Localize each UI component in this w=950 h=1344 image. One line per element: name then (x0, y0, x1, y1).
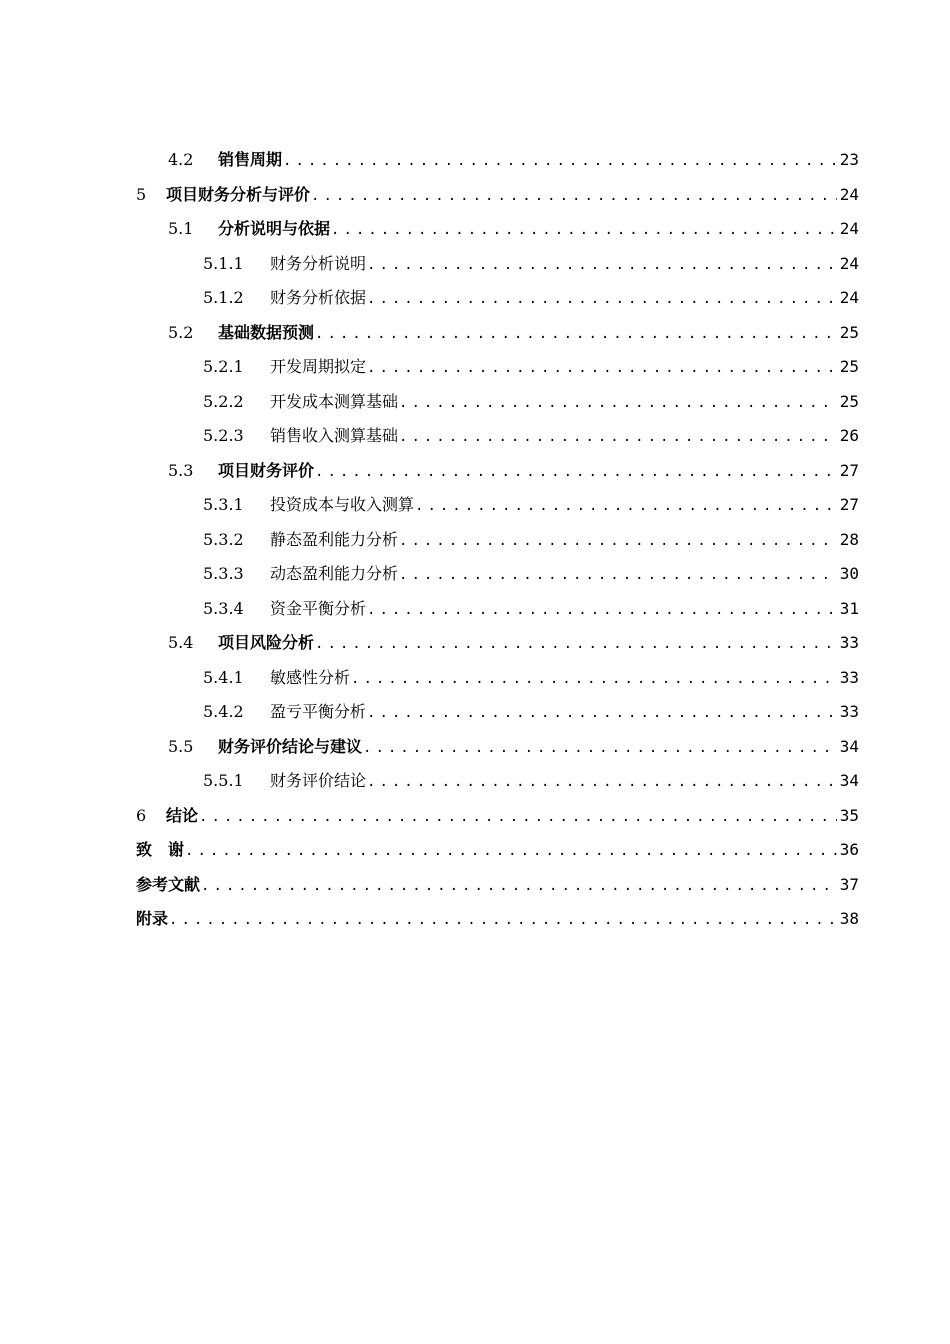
toc-entry-5-1-1[interactable] (0, 247, 950, 282)
toc-entry-page: 30 (839, 564, 859, 584)
toc-entry-title: 附录 (136, 909, 169, 929)
toc-dot-leader (363, 738, 837, 758)
toc-entry-title: 盈亏平衡分析 (270, 702, 367, 722)
toc-entry-title: 项目财务评价 (218, 460, 315, 480)
toc-entry-title: 动态盈利能力分析 (270, 564, 399, 584)
toc-entry-title: 开发周期拟定 (270, 357, 367, 377)
toc-entry-number: 5.1.2 (203, 288, 244, 308)
toc-dot-leader (199, 807, 837, 827)
toc-dot-leader (315, 324, 837, 344)
toc-entry-number: 5.1.1 (203, 253, 244, 273)
toc-entry-number: 5.4 (168, 633, 194, 653)
toc-entry-number: 5.5 (168, 736, 194, 756)
toc-entry-title: 投资成本与收入测算 (270, 495, 415, 515)
toc-entry-5-2-1[interactable] (0, 350, 950, 385)
toc-dot-leader (283, 151, 837, 171)
toc-dot-leader (367, 289, 837, 309)
toc-entry-title: 静态盈利能力分析 (270, 529, 399, 549)
toc-entry-number: 5.2 (168, 322, 194, 342)
toc-entry-page: 24 (839, 184, 859, 204)
toc-entry-page: 38 (839, 909, 859, 929)
toc-entry-title: 财务分析说明 (270, 253, 367, 273)
toc-entry-title: 项目风险分析 (218, 633, 315, 653)
toc-entry-page: 24 (839, 253, 859, 273)
toc-entry-title: 财务评价结论 (270, 771, 367, 791)
toc-entry-page: 26 (839, 426, 859, 446)
toc-entry-5-5[interactable] (0, 730, 950, 765)
toc-entry-title: 致 谢 (136, 840, 185, 860)
toc-entry-5[interactable] (0, 178, 950, 213)
toc-entry-page: 23 (839, 150, 859, 170)
toc-entry-5-2-2[interactable] (0, 385, 950, 420)
toc-entry-title: 参考文献 (136, 874, 201, 894)
toc-entry-number: 5.3.4 (203, 598, 244, 618)
toc-dot-leader (201, 876, 837, 896)
toc-dot-leader (311, 186, 837, 206)
toc-entry-number: 5.3.1 (203, 495, 244, 515)
toc-entry-page: 24 (839, 288, 859, 308)
toc-entry-number: 5.3.3 (203, 564, 244, 584)
toc-entry-5-3-2[interactable] (0, 523, 950, 558)
toc-entry-5-3-4[interactable] (0, 592, 950, 627)
toc-entry-title: 财务分析依据 (270, 288, 367, 308)
toc-entry-number: 4.2 (168, 150, 194, 170)
toc-entry-page: 27 (839, 460, 859, 480)
toc-entry-page: 35 (839, 805, 859, 825)
toc-dot-leader (315, 462, 837, 482)
toc-entry-5-3[interactable] (0, 454, 950, 489)
toc-entry-title: 开发成本测算基础 (270, 391, 399, 411)
toc-entry-number: 5.5.1 (203, 771, 244, 791)
toc-entry-number: 5.4.1 (203, 667, 244, 687)
toc-dot-leader (415, 496, 837, 516)
toc-entry-title: 分析说明与依据 (218, 219, 331, 239)
toc-dot-leader (399, 565, 837, 585)
toc-entry-number: 5.4.2 (203, 702, 244, 722)
toc-entry-title: 项目财务分析与评价 (166, 184, 311, 204)
toc-entry-page: 36 (839, 840, 859, 860)
toc-entry-4-2[interactable] (0, 143, 950, 178)
toc-entry-5-5-1[interactable] (0, 764, 950, 799)
toc-entry-number: 5.3 (168, 460, 194, 480)
toc-entry-5-3-3[interactable] (0, 557, 950, 592)
toc-entry-number: 5.2.1 (203, 357, 244, 377)
toc-entry-title: 基础数据预测 (218, 322, 315, 342)
toc-dot-leader (169, 910, 837, 930)
toc-entry-references[interactable] (0, 868, 950, 903)
toc-entry-page: 24 (839, 219, 859, 239)
toc-dot-leader (351, 669, 837, 689)
toc-entry-title: 资金平衡分析 (270, 598, 367, 618)
toc-entry-6[interactable] (0, 799, 950, 834)
toc-dot-leader (399, 393, 837, 413)
toc-entry-5-2[interactable] (0, 316, 950, 351)
toc-dot-leader (367, 255, 837, 275)
toc-entry-5-1-2[interactable] (0, 281, 950, 316)
toc-entry-number: 5.1 (168, 219, 194, 239)
toc-entry-page: 25 (839, 391, 859, 411)
toc-dot-leader (399, 427, 837, 447)
toc-entry-5-4[interactable] (0, 626, 950, 661)
toc-entry-number: 5.3.2 (203, 529, 244, 549)
toc-entry-5-2-3[interactable] (0, 419, 950, 454)
toc-entry-title: 结论 (166, 805, 199, 825)
toc-entry-title: 销售周期 (218, 150, 283, 170)
toc-dot-leader (331, 220, 837, 240)
toc-entry-appendix[interactable] (0, 902, 950, 937)
table-of-contents (0, 143, 950, 937)
toc-dot-leader (367, 358, 837, 378)
toc-entry-page: 37 (839, 874, 859, 894)
toc-dot-leader (185, 841, 837, 861)
toc-entry-number: 6 (136, 805, 147, 825)
toc-entry-page: 25 (839, 322, 859, 342)
toc-entry-title: 销售收入测算基础 (270, 426, 399, 446)
toc-entry-title: 敏感性分析 (270, 667, 351, 687)
toc-entry-5-4-2[interactable] (0, 695, 950, 730)
toc-entry-page: 34 (839, 736, 859, 756)
toc-entry-page: 25 (839, 357, 859, 377)
toc-dot-leader (367, 703, 837, 723)
toc-entry-acknowledgements[interactable] (0, 833, 950, 868)
toc-dot-leader (367, 600, 837, 620)
toc-entry-number: 5.2.2 (203, 391, 244, 411)
toc-entry-number: 5 (136, 184, 147, 204)
toc-entry-page: 28 (839, 529, 859, 549)
toc-dot-leader (315, 634, 837, 654)
toc-entry-5-3-1[interactable] (0, 488, 950, 523)
toc-entry-5-1[interactable] (0, 212, 950, 247)
toc-dot-leader (367, 772, 837, 792)
toc-entry-5-4-1[interactable] (0, 661, 950, 696)
toc-entry-number: 5.2.3 (203, 426, 244, 446)
toc-entry-page: 34 (839, 771, 859, 791)
toc-entry-title: 财务评价结论与建议 (218, 736, 363, 756)
toc-entry-page: 31 (839, 598, 859, 618)
toc-entry-page: 27 (839, 495, 859, 515)
toc-dot-leader (399, 531, 837, 551)
toc-entry-page: 33 (839, 702, 859, 722)
toc-entry-page: 33 (839, 633, 859, 653)
toc-entry-page: 33 (839, 667, 859, 687)
